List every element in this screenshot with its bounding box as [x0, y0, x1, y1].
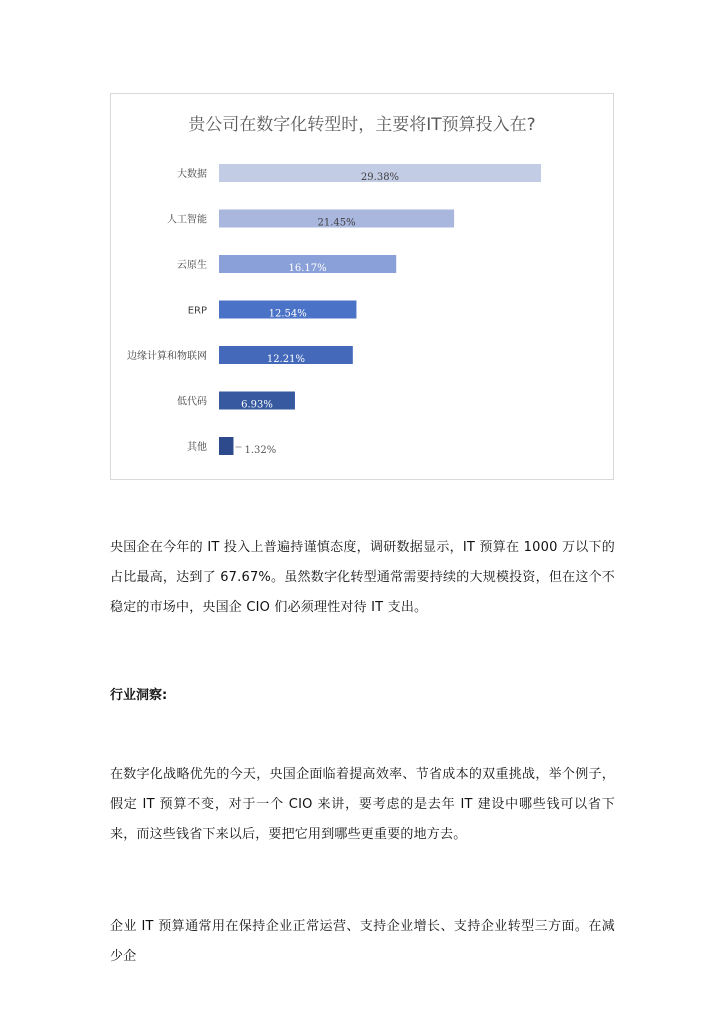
- paragraph-digital-strategy: 在数字化战略优先的今天，央国企面临着提高效率、节省成本的双重挑战，举个例子，假定 IT 预算不变，对于一个 CIO 来讲，要考虑的是去年 IT 建设中哪些钱可以省下来，而这些钱省下来以后，要把它用到哪些更重要的地方去。: [110, 767, 615, 842]
- paragraph-budget-overview: 央国企在今年的 IT 投入上普遍持谨慎态度，调研数据显示，IT 预算在 1000 万以下的占比最高，达到了 67.67%。虽然数字化转型通常需要持续的大规模投资，但在这个不稳定的市场中，央国企 CIO 们必须理性对待 IT 支出。: [110, 540, 615, 615]
- data-label: 21.45%: [317, 217, 356, 229]
- data-label: 6.93%: [241, 399, 273, 411]
- category-label: 低代码: [177, 396, 207, 408]
- data-label: 1.32%: [244, 445, 277, 456]
- data-label: 12.54%: [268, 308, 307, 320]
- data-label: 29.38%: [360, 172, 400, 183]
- paragraph-it-budget-usage: 企业 IT 预算通常用在保持企业正常运营、支持企业增长、支持企业转型三方面。在减少企: [110, 919, 615, 964]
- data-label: 12.21%: [266, 354, 305, 365]
- category-label: 云原生: [177, 260, 207, 271]
- category-label: 其他: [187, 442, 207, 453]
- chart-title: 贵公司在数字化转型时，主要将IT预算投入在?: [188, 115, 536, 135]
- category-label: 边缘计算和物联网: [127, 351, 207, 362]
- bar: [219, 437, 233, 455]
- data-label: 16.17%: [288, 263, 327, 274]
- chart-container: [110, 93, 614, 480]
- section-heading-industry-insight: 行业洞察:: [110, 688, 168, 703]
- category-label: 大数据: [177, 169, 207, 180]
- category-label: 人工智能: [167, 214, 207, 226]
- category-label: ERP: [187, 305, 207, 317]
- bar-chart: [111, 94, 613, 479]
